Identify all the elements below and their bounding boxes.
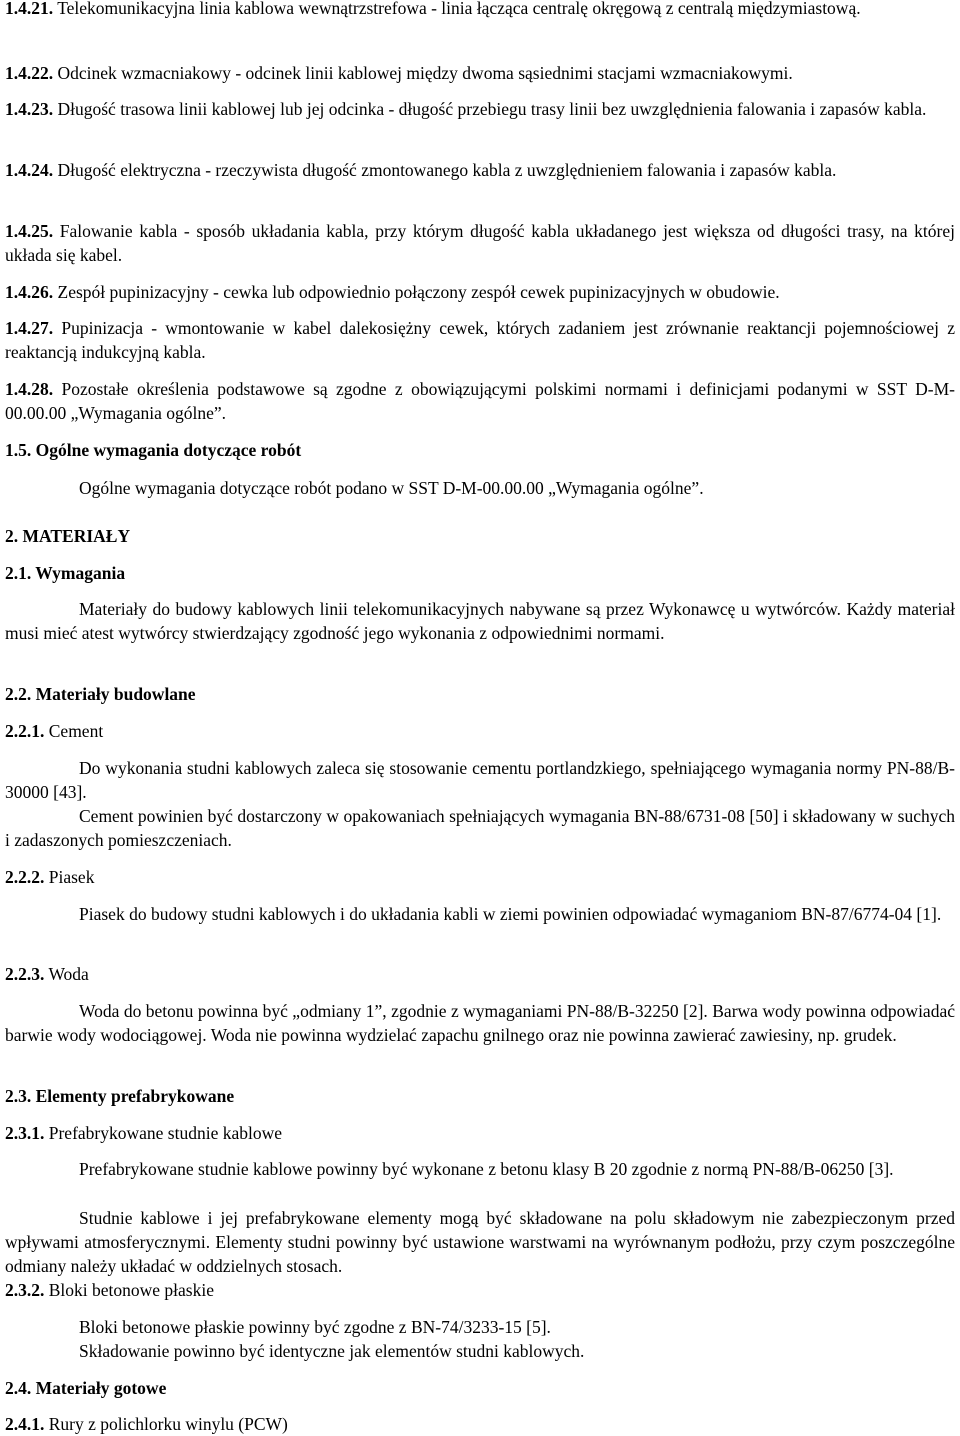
section-heading-2-2-1 bbox=[5, 719, 955, 743]
section-2-2-1-paragraph-2: Cement powinien być dostarczony w opakowaniach spełniających wymagania BN-88/6731-08 [50] i składowany w suchych i zadaszonych pomieszczeniach. bbox=[5, 806, 955, 850]
section-heading-2-3-2 bbox=[5, 1278, 955, 1302]
subsection-title: Prefabrykowane studnie kablowe bbox=[48, 1123, 283, 1143]
definition-text: Telekomunikacyjna linia kablowa wewnątrzstrefowa - linia łącząca centralę okręgową z centralą międzymiastową. bbox=[57, 0, 861, 18]
definition-number: 1.4.27. bbox=[5, 318, 54, 338]
definition-1-4-21 bbox=[5, 0, 955, 20]
section-heading-2-3-1 bbox=[5, 1121, 955, 1145]
section-heading-2-2-3 bbox=[5, 962, 955, 986]
definition-text: Falowanie kabla - sposób układania kabla, przy którym długość kabla układanego jest większa od długości trasy, na której układa się kabel. bbox=[5, 221, 956, 265]
definition-1-4-27 bbox=[5, 316, 955, 364]
section-2-2-2-paragraph-1: Piasek do budowy studni kablowych i do układania kabli w ziemi powinien odpowiadać wymaganiom BN-87/6774-04 [1]. bbox=[79, 904, 942, 924]
definition-text: Długość trasowa linii kablowej lub jej odcinka - długość przebiegu trasy linii bez uwzględnienia falowania i zapasów kabla. bbox=[57, 99, 927, 119]
definition-number: 1.4.23. bbox=[5, 99, 54, 119]
subsection-title: Rury z polichlorku winylu (PCW) bbox=[48, 1414, 288, 1434]
subsection-number: 2.2.2. bbox=[5, 867, 45, 887]
section-heading-2-3: 2.3. Elementy prefabrykowane bbox=[5, 1086, 235, 1106]
definition-number: 1.4.26. bbox=[5, 282, 54, 302]
definition-number: 1.4.28. bbox=[5, 379, 54, 399]
section-2-3-2-paragraph-2: Składowanie powinno być identyczne jak elementów studni kablowych. bbox=[79, 1341, 585, 1361]
definition-1-4-26 bbox=[5, 280, 955, 304]
section-2-2-3-paragraph-1: Woda do betonu powinna być „odmiany 1”, zgodnie z wymaganiami PN-88/B-32250 [2]. Barwa wody powinna odpowiadać barwie wody wodociągowej. Woda nie powinna wydzielać zapachu gnilnego oraz nie powinna zawierać zawiesiny, np. grudek. bbox=[5, 1001, 955, 1045]
section-heading-1-5: 1.5. Ogólne wymagania dotyczące robót bbox=[5, 440, 302, 460]
definition-text: Pozostałe określenia podstawowe są zgodne z obowiązującymi polskimi normami i definicjami podanymi w SST D-M-00.00.00 „Wymagania ogólne”. bbox=[5, 379, 955, 423]
subsection-number: 2.3.2. bbox=[5, 1280, 45, 1300]
section-heading-2-2: 2.2. Materiały budowlane bbox=[5, 684, 196, 704]
definition-1-4-22 bbox=[5, 61, 955, 85]
section-heading-2-4: 2.4. Materiały gotowe bbox=[5, 1378, 167, 1398]
definition-number: 1.4.22. bbox=[5, 63, 54, 83]
section-2-2-1-paragraph-1: Do wykonania studni kablowych zaleca się stosowanie cementu portlandzkiego, spełniającego wymagania normy PN-88/B-30000 [43]. bbox=[5, 758, 955, 802]
subsection-title: Woda bbox=[48, 964, 89, 984]
subsection-number: 2.3.1. bbox=[5, 1123, 45, 1143]
subsection-number: 2.2.3. bbox=[5, 964, 45, 984]
definition-1-4-23 bbox=[5, 97, 955, 121]
subsection-number: 2.2.1. bbox=[5, 721, 45, 741]
section-heading-2-2-2 bbox=[5, 865, 955, 889]
definition-text: Odcinek wzmacniakowy - odcinek linii kablowej między dwoma sąsiednimi stacjami wzmacniakowymi. bbox=[57, 63, 793, 83]
definition-1-4-28 bbox=[5, 377, 955, 425]
definition-text: Zespół pupinizacyjny - cewka lub odpowiednio połączony zespół cewek pupinizacyjnych w obudowie. bbox=[57, 282, 780, 302]
subsection-title: Cement bbox=[48, 721, 104, 741]
section-2-1-text: Materiały do budowy kablowych linii telekomunikacyjnych nabywane są przez Wykonawcę u wytwórców. Każdy materiał musi mieć atest wytwórcy stwierdzający zgodność jego wykonania z odpowiednimi normami. bbox=[5, 599, 955, 643]
definition-number: 1.4.21. bbox=[5, 0, 54, 18]
section-heading-2-4-1 bbox=[5, 1412, 955, 1436]
section-2-3-2-paragraph-1: Bloki betonowe płaskie powinny być zgodne z BN-74/3233-15 [5]. bbox=[79, 1317, 551, 1337]
subsection-title: Bloki betonowe płaskie bbox=[48, 1280, 215, 1300]
definition-text: Długość elektryczna - rzeczywista długość zmontowanego kabla z uwzględnieniem falowania i zapasów kabla. bbox=[57, 160, 837, 180]
subsection-number: 2.4.1. bbox=[5, 1414, 45, 1434]
definition-number: 1.4.24. bbox=[5, 160, 54, 180]
definition-1-4-25 bbox=[5, 219, 955, 267]
section-heading-2: 2. MATERIAŁY bbox=[5, 526, 131, 546]
section-1-5-text: Ogólne wymagania dotyczące robót podano w SST D-M-00.00.00 „Wymagania ogólne”. bbox=[79, 478, 704, 498]
section-2-3-1-paragraph-2: Studnie kablowe i jej prefabrykowane elementy mogą być składowane na polu składowym nie zabezpieczonym przed wpływami atmosferycznymi. Elementy studni powinny być ustawione warstwami na wyrównanym podłożu, przy czym poszczególne odmiany należy układać w oddzielnych stosach. bbox=[5, 1208, 955, 1276]
section-2-3-1-paragraph-1: Prefabrykowane studnie kablowe powinny być wykonane z betonu klasy B 20 zgodnie z normą PN-88/B-06250 [3]. bbox=[79, 1159, 894, 1179]
definition-text: Pupinizacja - wmontowanie w kabel dalekosiężny cewek, których zadaniem jest zrównanie reaktancji pojemnościowej z reaktancją indukcyjną kabla. bbox=[5, 318, 956, 362]
definition-1-4-24 bbox=[5, 158, 955, 182]
definition-number: 1.4.25. bbox=[5, 221, 54, 241]
section-2-3-2-paragraphs bbox=[5, 1315, 955, 1363]
section-heading-2-1: 2.1. Wymagania bbox=[5, 563, 126, 583]
subsection-title: Piasek bbox=[48, 867, 95, 887]
